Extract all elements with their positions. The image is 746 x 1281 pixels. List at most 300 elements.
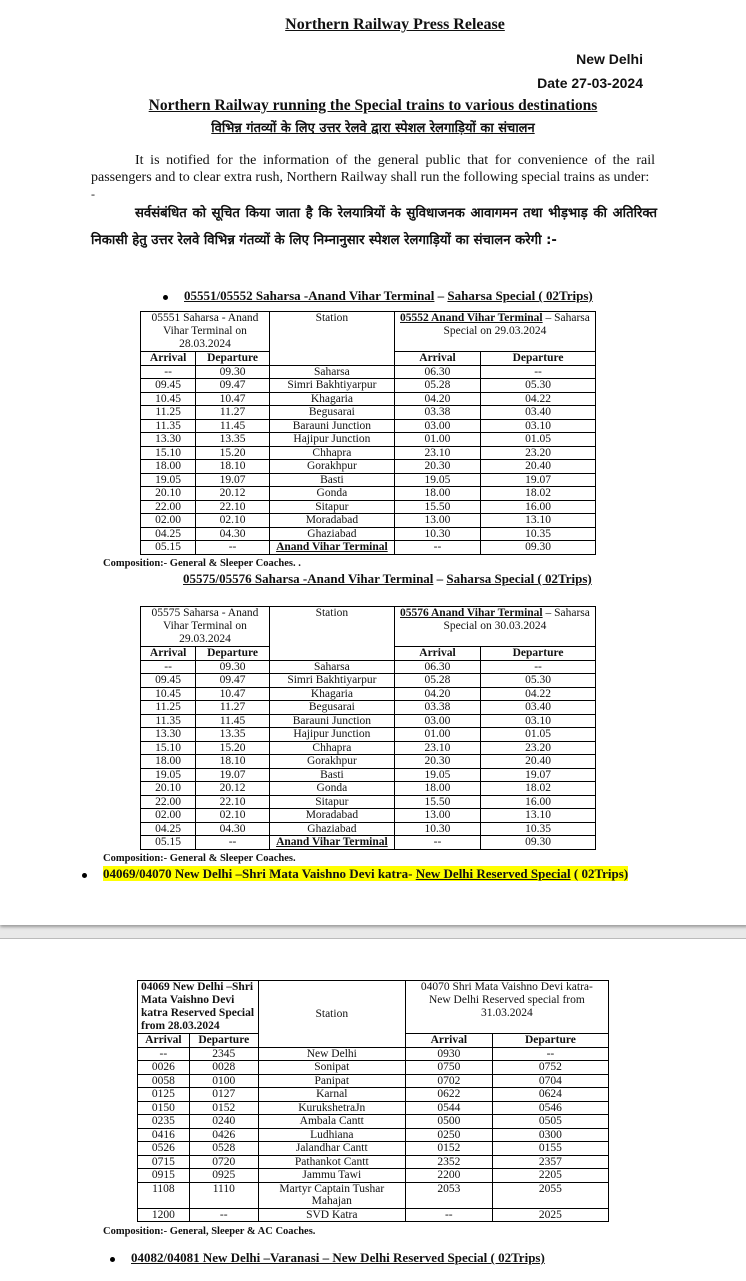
bullet-text-c: Saharsa Special ( 02Trips): [447, 288, 593, 303]
departure-cell: 2205: [492, 1169, 608, 1183]
arrival-cell: 13.30: [141, 433, 196, 447]
table-row: [141, 379, 596, 393]
departure-cell: 0704: [492, 1074, 608, 1088]
table-row: [141, 514, 596, 528]
departure-cell: 2357: [492, 1155, 608, 1169]
station-cell: Jalandhar Cantt: [258, 1142, 405, 1156]
composition-04069: Composition:- General, Sleeper & AC Coaches.: [103, 1226, 316, 1237]
departure-cell: 13.10: [481, 514, 596, 528]
release-date: Date 27-03-2024: [537, 75, 643, 91]
station-cell: Moradabad: [269, 809, 394, 823]
departure-cell: 22.10: [196, 500, 270, 514]
arrival-cell: 19.05: [394, 473, 480, 487]
arrival-cell: --: [394, 836, 480, 850]
table-row: [141, 795, 596, 809]
arrival-cell: 19.05: [141, 768, 196, 782]
table-row: [141, 687, 596, 701]
departure-cell: 0752: [492, 1061, 608, 1075]
departure-cell: 10.47: [196, 687, 270, 701]
arrival-cell: 13.00: [394, 809, 480, 823]
notice-english: It is notified for the information of the general public that for convenience of the rail passengers and to clear extra rush, Northern Railway shall run the following special trains as under:: [91, 153, 655, 185]
table-row: [138, 1115, 609, 1129]
station-cell: SVD Katra: [258, 1208, 405, 1222]
departure-cell: 03.10: [481, 714, 596, 728]
departure-cell: 09.30: [196, 660, 270, 674]
station-cell: Ambala Cantt: [258, 1115, 405, 1129]
arrival-cell: 20.10: [141, 487, 196, 501]
arrival-cell: 05.28: [394, 674, 480, 688]
arrival-cell: 0930: [405, 1047, 492, 1061]
arrival-cell: 0416: [138, 1128, 190, 1142]
arrival-cell: 03.38: [394, 406, 480, 420]
arrival-cell: 0715: [138, 1155, 190, 1169]
arrival-cell: 0152: [405, 1142, 492, 1156]
station-cell: Ghaziabad: [269, 527, 394, 541]
station-cell: Pathankot Cantt: [258, 1155, 405, 1169]
departure-cell: 03.40: [481, 701, 596, 715]
station-header: Station: [269, 312, 394, 366]
station-cell: Jammu Tawi: [258, 1169, 405, 1183]
departure-cell: 19.07: [196, 473, 270, 487]
departure-header: Departure: [492, 1034, 608, 1048]
notice-dash: -: [91, 187, 95, 201]
arrival-cell: 20.30: [394, 755, 480, 769]
station-cell: Ghaziabad: [269, 822, 394, 836]
arrival-cell: --: [394, 541, 480, 555]
arrival-cell: 0125: [138, 1088, 190, 1102]
station-cell: Gorakhpur: [269, 460, 394, 474]
arrival-cell: 1108: [138, 1182, 190, 1208]
arrival-cell: 10.30: [394, 527, 480, 541]
departure-cell: 04.30: [196, 527, 270, 541]
station-cell: Simri Bakhtiyarpur: [269, 379, 394, 393]
table-row: [138, 1208, 609, 1222]
arrival-cell: 18.00: [394, 487, 480, 501]
table-row: [141, 500, 596, 514]
right-caption-b: – Saharsa Special on 29.03.2024: [443, 312, 590, 337]
bullet-text-a: 05551/05552 Saharsa -Anand Vihar Terminal: [184, 288, 435, 303]
departure-cell: 13.10: [481, 809, 596, 823]
table-row: [141, 741, 596, 755]
left-train-caption: 04069 New Delhi –Shri Mata Vaishno Devi katra Reserved Special from 28.03.2024: [138, 981, 259, 1034]
departure-cell: 23.20: [481, 741, 596, 755]
departure-cell: 0624: [492, 1088, 608, 1102]
arrival-cell: 04.20: [394, 392, 480, 406]
arrival-cell: 11.35: [141, 714, 196, 728]
page-2: [0, 938, 746, 1281]
table-row: [138, 1182, 609, 1208]
departure-cell: 0240: [189, 1115, 258, 1129]
arrival-cell: 22.00: [141, 500, 196, 514]
departure-cell: 05.30: [481, 379, 596, 393]
arrival-cell: 0235: [138, 1115, 190, 1129]
departure-cell: 13.35: [196, 728, 270, 742]
arrival-cell: 11.25: [141, 701, 196, 715]
arrival-cell: 02.00: [141, 809, 196, 823]
arrival-cell: 0750: [405, 1061, 492, 1075]
station-cell: Gonda: [269, 487, 394, 501]
station-cell: Sitapur: [269, 500, 394, 514]
right-caption-b: – Saharsa Special on 30.03.2024: [443, 607, 590, 632]
departure-cell: 01.05: [481, 433, 596, 447]
table-row: [141, 809, 596, 823]
table-row: [141, 392, 596, 406]
bullet-text-d: ( 02Trips): [570, 866, 629, 881]
departure-header: Departure: [196, 352, 270, 366]
departure-cell: 04.22: [481, 687, 596, 701]
arrival-cell: 23.10: [394, 446, 480, 460]
station-cell: Ludhiana: [258, 1128, 405, 1142]
table-row: [141, 460, 596, 474]
right-caption-a: 05552 Anand Vihar Terminal: [400, 312, 543, 324]
train-04069-heading: [82, 866, 628, 882]
arrival-cell: 15.50: [394, 795, 480, 809]
station-cell: Begusarai: [269, 406, 394, 420]
table-row: [141, 836, 596, 850]
arrival-cell: --: [141, 365, 196, 379]
station-cell: Khagaria: [269, 687, 394, 701]
departure-cell: 11.27: [196, 406, 270, 420]
departure-cell: --: [481, 365, 596, 379]
departure-cell: 04.22: [481, 392, 596, 406]
station-cell: Sitapur: [269, 795, 394, 809]
departure-cell: 10.47: [196, 392, 270, 406]
table-row: [138, 1088, 609, 1102]
timetable-body: [141, 660, 596, 849]
departure-cell: 09.30: [481, 836, 596, 850]
arrival-cell: 0250: [405, 1128, 492, 1142]
arrival-cell: 2200: [405, 1169, 492, 1183]
departure-cell: 19.07: [481, 768, 596, 782]
train-04082-heading: [110, 1250, 545, 1266]
station-cell: Martyr Captain Tushar Mahajan: [258, 1182, 405, 1208]
departure-cell: 2055: [492, 1182, 608, 1208]
table-row: [141, 782, 596, 796]
arrival-cell: 05.15: [141, 541, 196, 555]
train-05575-heading: [183, 571, 592, 587]
arrival-cell: 05.28: [394, 379, 480, 393]
departure-cell: 0155: [492, 1142, 608, 1156]
bullet-text-c: New Delhi Reserved Special: [415, 866, 571, 881]
station-cell: New Delhi: [258, 1047, 405, 1061]
station-cell: Gorakhpur: [269, 755, 394, 769]
arrival-cell: 2053: [405, 1182, 492, 1208]
heading-hindi: विभिन्न गंतव्यों के लिए उत्तर रेलवे द्वारा स्पेशल रेलगाड़ियों का संचालन: [211, 121, 535, 136]
arrival-cell: 13.30: [141, 728, 196, 742]
departure-cell: 0028: [189, 1061, 258, 1075]
arrival-cell: 18.00: [141, 755, 196, 769]
departure-header: Departure: [189, 1034, 258, 1048]
table-row: [141, 365, 596, 379]
departure-cell: 20.40: [481, 460, 596, 474]
departure-cell: 18.02: [481, 782, 596, 796]
arrival-cell: 19.05: [141, 473, 196, 487]
arrival-cell: 03.00: [394, 419, 480, 433]
station-cell: Khagaria: [269, 392, 394, 406]
table-row: [141, 527, 596, 541]
arrival-cell: 23.10: [394, 741, 480, 755]
departure-cell: 0505: [492, 1115, 608, 1129]
bullet-text-a: 04069/04070 New Delhi –Shri Mata Vaishno Devi katra-: [103, 866, 416, 881]
table-row: [141, 660, 596, 674]
departure-cell: 0152: [189, 1101, 258, 1115]
arrival-cell: --: [141, 660, 196, 674]
bullet-text-b: –: [434, 288, 448, 303]
departure-cell: 0546: [492, 1101, 608, 1115]
table-row: [138, 1101, 609, 1115]
table-row: [138, 1128, 609, 1142]
station-cell: Karnal: [258, 1088, 405, 1102]
bullet-text: 04082/04081 New Delhi –Varanasi – New Delhi Reserved Special ( 02Trips): [131, 1250, 545, 1265]
departure-cell: 2025: [492, 1208, 608, 1222]
departure-cell: 0720: [189, 1155, 258, 1169]
departure-cell: 01.05: [481, 728, 596, 742]
composition-05551: Composition:- General & Sleeper Coaches. .: [103, 558, 301, 569]
arrival-cell: 0026: [138, 1061, 190, 1075]
table-row: [138, 1047, 609, 1061]
press-release-title: Northern Railway Press Release: [285, 16, 505, 33]
bullet-text-c: Saharsa Special ( 02Trips): [446, 571, 592, 586]
departure-cell: 20.12: [196, 487, 270, 501]
arrival-cell: 0526: [138, 1142, 190, 1156]
departure-cell: 1110: [189, 1182, 258, 1208]
notice-hindi: सर्वसंबंधित को सूचित किया जाता है कि रेलयात्रियों के सुविधाजनक आवागमन तथा भीड़भाड़ की अतिरिक्त निकासी हेतु उत्तर रेलवे विभिन्न गंतव्यों के लिए निम्नानुसार स्पेशल रेलगाड़ियों का संचालन करेगी :-: [91, 206, 657, 248]
arrival-cell: 02.00: [141, 514, 196, 528]
arrival-cell: 18.00: [141, 460, 196, 474]
departure-cell: 18.02: [481, 487, 596, 501]
right-train-caption: 04070 Shri Mata Vaishno Devi katra- New Delhi Reserved special from 31.03.2024: [405, 981, 608, 1034]
table-row: [138, 1074, 609, 1088]
station-cell: Saharsa: [269, 660, 394, 674]
departure-cell: 11.45: [196, 419, 270, 433]
table-row: [141, 541, 596, 555]
departure-cell: 19.07: [196, 768, 270, 782]
arrival-cell: 13.00: [394, 514, 480, 528]
table-row: [141, 822, 596, 836]
arrival-header: Arrival: [405, 1034, 492, 1048]
departure-cell: 09.47: [196, 674, 270, 688]
departure-cell: --: [196, 836, 270, 850]
departure-cell: 09.47: [196, 379, 270, 393]
arrival-cell: 04.25: [141, 527, 196, 541]
arrival-cell: 05.15: [141, 836, 196, 850]
departure-cell: --: [481, 660, 596, 674]
arrival-cell: 01.00: [394, 728, 480, 742]
arrival-cell: 15.10: [141, 446, 196, 460]
station-cell: Anand Vihar Terminal: [269, 541, 394, 555]
arrival-cell: 11.35: [141, 419, 196, 433]
table-row: [141, 728, 596, 742]
departure-cell: 20.12: [196, 782, 270, 796]
departure-cell: 0925: [189, 1169, 258, 1183]
departure-cell: 19.07: [481, 473, 596, 487]
departure-cell: 13.35: [196, 433, 270, 447]
departure-cell: 15.20: [196, 446, 270, 460]
arrival-header: Arrival: [141, 647, 196, 661]
highlighted-heading: [103, 866, 628, 881]
right-caption-a: 05576 Anand Vihar Terminal: [400, 607, 543, 619]
arrival-cell: 0622: [405, 1088, 492, 1102]
bullet-text-a: 05575/05576 Saharsa -Anand Vihar Terminal: [183, 571, 434, 586]
table-row: [141, 701, 596, 715]
station-cell: Sonipat: [258, 1061, 405, 1075]
departure-cell: --: [196, 541, 270, 555]
departure-cell: 0426: [189, 1128, 258, 1142]
arrival-cell: 0150: [138, 1101, 190, 1115]
station-cell: KurukshetraJn: [258, 1101, 405, 1115]
departure-cell: 10.35: [481, 822, 596, 836]
arrival-header: Arrival: [138, 1034, 190, 1048]
departure-cell: 18.10: [196, 755, 270, 769]
departure-cell: 0100: [189, 1074, 258, 1088]
train-05551-heading: [163, 288, 593, 304]
station-header: Station: [269, 607, 394, 661]
departure-cell: 11.27: [196, 701, 270, 715]
station-cell: Barauni Junction: [269, 419, 394, 433]
table-row: [141, 419, 596, 433]
station-cell: Begusarai: [269, 701, 394, 715]
arrival-cell: 0702: [405, 1074, 492, 1088]
arrival-cell: 03.00: [394, 714, 480, 728]
table-row: [138, 1169, 609, 1183]
timetable-body: [138, 1047, 609, 1222]
table-row: [138, 1061, 609, 1075]
departure-cell: 11.45: [196, 714, 270, 728]
place: New Delhi: [576, 51, 643, 67]
table-row: [141, 487, 596, 501]
departure-header: Departure: [196, 647, 270, 661]
station-header: Station: [258, 981, 405, 1048]
departure-cell: 16.00: [481, 500, 596, 514]
departure-cell: 04.30: [196, 822, 270, 836]
departure-cell: 03.10: [481, 419, 596, 433]
station-cell: Basti: [269, 768, 394, 782]
timetable-body: [141, 365, 596, 554]
station-cell: Moradabad: [269, 514, 394, 528]
arrival-cell: 06.30: [394, 660, 480, 674]
station-cell: Chhapra: [269, 446, 394, 460]
arrival-cell: 2352: [405, 1155, 492, 1169]
departure-cell: --: [189, 1208, 258, 1222]
table-row: [141, 674, 596, 688]
table-row: [141, 406, 596, 420]
table-row: [141, 446, 596, 460]
arrival-header: Arrival: [394, 352, 480, 366]
departure-cell: 0528: [189, 1142, 258, 1156]
arrival-cell: 09.45: [141, 379, 196, 393]
bullet-text-b: –: [433, 571, 447, 586]
table-row: [138, 1142, 609, 1156]
bullet-icon: [163, 295, 168, 300]
station-cell: Panipat: [258, 1074, 405, 1088]
arrival-cell: 09.45: [141, 674, 196, 688]
departure-cell: 09.30: [481, 541, 596, 555]
departure-cell: 03.40: [481, 406, 596, 420]
bullet-icon: [110, 1257, 115, 1262]
left-train-caption: 05575 Saharsa - Anand Vihar Terminal on 29.03.2024: [141, 607, 270, 647]
arrival-cell: 01.00: [394, 433, 480, 447]
station-cell: Anand Vihar Terminal: [269, 836, 394, 850]
timetable-05551: [140, 311, 596, 555]
arrival-cell: 15.10: [141, 741, 196, 755]
departure-header: Departure: [481, 647, 596, 661]
table-row: [141, 768, 596, 782]
arrival-cell: 04.20: [394, 687, 480, 701]
arrival-cell: --: [138, 1047, 190, 1061]
departure-cell: 02.10: [196, 514, 270, 528]
arrival-header: Arrival: [141, 352, 196, 366]
arrival-cell: 04.25: [141, 822, 196, 836]
arrival-cell: 1200: [138, 1208, 190, 1222]
station-cell: Chhapra: [269, 741, 394, 755]
left-train-caption: 05551 Saharsa - Anand Vihar Terminal on 28.03.2024: [141, 312, 270, 352]
right-train-caption: [394, 607, 595, 647]
arrival-header: Arrival: [394, 647, 480, 661]
departure-cell: 05.30: [481, 674, 596, 688]
timetable-05575: [140, 606, 596, 850]
departure-cell: 22.10: [196, 795, 270, 809]
arrival-cell: --: [405, 1208, 492, 1222]
table-row: [138, 1155, 609, 1169]
arrival-cell: 19.05: [394, 768, 480, 782]
station-cell: Basti: [269, 473, 394, 487]
right-train-caption: [394, 312, 595, 352]
table-row: [141, 714, 596, 728]
departure-cell: 0127: [189, 1088, 258, 1102]
departure-cell: 2345: [189, 1047, 258, 1061]
station-cell: Hajipur Junction: [269, 728, 394, 742]
arrival-cell: 20.10: [141, 782, 196, 796]
arrival-cell: 0915: [138, 1169, 190, 1183]
station-cell: Simri Bakhtiyarpur: [269, 674, 394, 688]
station-cell: Hajipur Junction: [269, 433, 394, 447]
station-cell: Barauni Junction: [269, 714, 394, 728]
arrival-cell: 0544: [405, 1101, 492, 1115]
departure-cell: 16.00: [481, 795, 596, 809]
departure-cell: --: [492, 1047, 608, 1061]
arrival-cell: 0058: [138, 1074, 190, 1088]
arrival-cell: 15.50: [394, 500, 480, 514]
arrival-cell: 10.45: [141, 392, 196, 406]
departure-cell: 23.20: [481, 446, 596, 460]
departure-cell: 09.30: [196, 365, 270, 379]
arrival-cell: 22.00: [141, 795, 196, 809]
arrival-cell: 20.30: [394, 460, 480, 474]
station-cell: Saharsa: [269, 365, 394, 379]
departure-header: Departure: [481, 352, 596, 366]
arrival-cell: 10.30: [394, 822, 480, 836]
arrival-cell: 10.45: [141, 687, 196, 701]
table-row: [141, 755, 596, 769]
timetable-04069: [137, 980, 609, 1222]
table-row: [141, 473, 596, 487]
arrival-cell: 06.30: [394, 365, 480, 379]
departure-cell: 18.10: [196, 460, 270, 474]
station-cell: Gonda: [269, 782, 394, 796]
departure-cell: 10.35: [481, 527, 596, 541]
table-row: [141, 433, 596, 447]
arrival-cell: 0500: [405, 1115, 492, 1129]
arrival-cell: 03.38: [394, 701, 480, 715]
arrival-cell: 11.25: [141, 406, 196, 420]
departure-cell: 15.20: [196, 741, 270, 755]
bullet-icon: [82, 873, 87, 878]
departure-cell: 02.10: [196, 809, 270, 823]
arrival-cell: 18.00: [394, 782, 480, 796]
departure-cell: 20.40: [481, 755, 596, 769]
departure-cell: 0300: [492, 1128, 608, 1142]
heading-english: Northern Railway running the Special trains to various destinations: [148, 97, 598, 114]
